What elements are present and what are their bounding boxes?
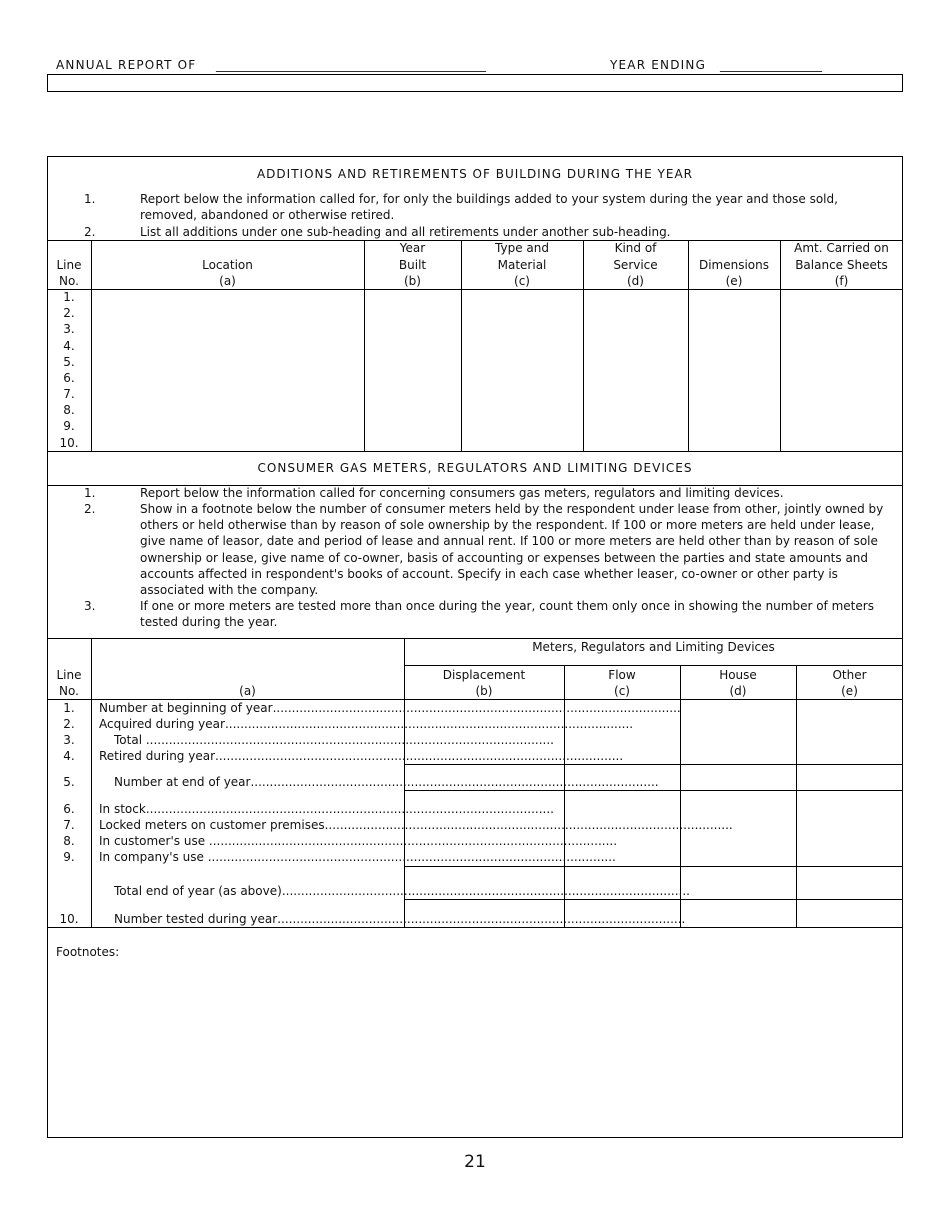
- line-number: 2.: [63, 717, 75, 731]
- dot-leader: ...........................................................................................................: [224, 717, 634, 731]
- row-label: In customer's use: [99, 834, 206, 848]
- dot-leader: ...........................................................................................................: [277, 912, 686, 926]
- meters-instruction-num: 3.: [84, 599, 96, 613]
- buildings-table-bottom-rule: [47, 451, 903, 452]
- col-header-displacement: (b): [475, 684, 493, 698]
- col-header-line: No.: [59, 684, 79, 698]
- buildings-instruction-text: List all additions under one sub-heading and all retirements under another sub-heading.: [140, 225, 671, 239]
- col-header-type-material: (c): [514, 274, 530, 288]
- col-header-amt-carried: Amt. Carried on: [794, 241, 889, 255]
- year-ending-blank: _________________: [720, 58, 822, 72]
- buildings-title: ADDITIONS AND RETIREMENTS OF BUILDING DURING THE YEAR: [256, 167, 694, 181]
- dot-leader: ...........................................................................................................: [272, 701, 681, 715]
- line-number: 4.: [63, 339, 75, 353]
- col-header-location: Location: [202, 258, 253, 272]
- table-row: [99, 716, 634, 732]
- meters-instruction-text: Show in a footnote below the number of consumer meters held by the respondent under lease from other, jointly owned by others or held otherwise than by reason of sole ownership by the respondent. If 100 or more meters are held under lease, give name of leasor, date and period of lease and annual rent. If 100 or more meters are held other than by reason of sole ownership or lease, give name of co-owner, basis of accounting or expenses between the parties and state amounts and accounts affected in respondent's books of account. Specify in each case whether leaser, co-owner or other party is associated with the company.: [140, 502, 884, 598]
- row-label: Number at beginning of year: [99, 701, 273, 715]
- row-label: Retired during year: [99, 749, 216, 763]
- meters-instruction-text: If one or more meters are tested more than once during the year, count them only once in showing the number of meters tested during the year.: [140, 599, 874, 630]
- table-row: [114, 883, 690, 899]
- dot-leader: ...........................................................................................................: [281, 884, 690, 898]
- col-header-other: (e): [841, 684, 858, 698]
- table-row: [114, 732, 554, 748]
- col-header-flow: (c): [614, 684, 630, 698]
- row-label: Total end of year (as above): [114, 884, 282, 898]
- line-number: 2.: [63, 306, 75, 320]
- dot-leader: ...........................................................................................................: [215, 749, 624, 763]
- row-label: Locked meters on customer premises: [99, 818, 325, 832]
- page-number: 21: [464, 1152, 486, 1172]
- table-row: [99, 700, 681, 716]
- dot-leader: ...........................................................................................................: [142, 733, 554, 747]
- col-header-type-material: Type and: [495, 241, 549, 255]
- line-number: 7.: [63, 387, 75, 401]
- line-number: 9.: [63, 850, 75, 864]
- line-number: 3.: [63, 322, 75, 336]
- line-number: 5.: [63, 355, 75, 369]
- column-divider: [91, 638, 92, 927]
- buildings-instruction-text: Report below the information called for, for only the buildings added to your system during the year and those sold, removed, abandoned or otherwise retired.: [140, 192, 838, 223]
- col-header-item: (a): [239, 684, 256, 698]
- column-divider: [796, 665, 797, 927]
- col-header-line: Line: [56, 668, 82, 682]
- row-label: In company's use: [99, 850, 204, 864]
- line-number: 4.: [63, 749, 75, 763]
- dot-leader: ...........................................................................................................: [205, 834, 618, 848]
- col-header-kind-service: Kind of: [614, 241, 657, 255]
- table-row: [99, 849, 616, 865]
- line-number: 1.: [63, 290, 75, 304]
- meters-row-rule: [404, 764, 903, 765]
- meters-row-rule: [404, 866, 903, 867]
- line-number: 10.: [59, 436, 79, 450]
- line-number: 9.: [63, 419, 75, 433]
- line-number: 1.: [63, 701, 75, 715]
- annual-report-label: ANNUAL REPORT OF: [56, 58, 197, 72]
- dot-leader: ...........................................................................................................: [145, 802, 554, 816]
- col-header-location: (a): [219, 274, 236, 288]
- row-label: Number tested during year: [114, 912, 278, 926]
- row-label: Acquired during year: [99, 717, 225, 731]
- col-header-year-built: (b): [404, 274, 421, 288]
- col-header-kind-service: (d): [627, 274, 644, 288]
- meters-title: CONSUMER GAS METERS, REGULATORS AND LIMITING DEVICES: [257, 461, 693, 475]
- line-number: 5.: [63, 775, 75, 789]
- line-number: 6.: [63, 802, 75, 816]
- meters-group-rule: [404, 665, 903, 666]
- col-header-amt-carried: Balance Sheets: [795, 258, 888, 272]
- table-row: [99, 748, 624, 764]
- col-header-dimensions: Dimensions: [698, 258, 770, 272]
- annual-report-blank: _____________________________________________: [216, 58, 486, 72]
- col-header-flow: Flow: [608, 668, 636, 682]
- meters-instruction-num: 1.: [84, 486, 96, 500]
- line-number: 8.: [63, 403, 75, 417]
- header-box: [47, 74, 903, 92]
- row-label: In stock: [99, 802, 146, 816]
- meters-table-bottom-rule: [47, 927, 903, 928]
- col-header-type-material: Material: [497, 258, 547, 272]
- meters-row-rule: [404, 790, 903, 791]
- col-header-kind-service: Service: [613, 258, 658, 272]
- col-header-line: No.: [59, 274, 79, 288]
- buildings-instruction-num: 1.: [84, 192, 96, 206]
- dot-leader: ...........................................................................................................: [324, 818, 733, 832]
- row-label: Total: [114, 733, 143, 747]
- col-header-amt-carried: (f): [834, 274, 849, 288]
- col-header-other: Other: [832, 668, 867, 682]
- line-number: 8.: [63, 834, 75, 848]
- line-number: 7.: [63, 818, 75, 832]
- line-number: 3.: [63, 733, 75, 747]
- buildings-header-rule: [47, 289, 903, 290]
- col-header-house: House: [719, 668, 757, 682]
- line-number: 6.: [63, 371, 75, 385]
- meters-group-header: Meters, Regulators and Limiting Devices: [532, 640, 775, 654]
- footnotes-label: Footnotes:: [56, 945, 120, 959]
- line-number: 10.: [59, 912, 79, 926]
- row-label: Number at end of year: [114, 775, 251, 789]
- col-header-line: Line: [56, 258, 82, 272]
- col-header-dimensions: (e): [725, 274, 743, 288]
- col-header-year-built: Year: [399, 241, 426, 255]
- dot-leader: ...........................................................................................................: [203, 850, 616, 864]
- col-header-year-built: Built: [398, 258, 427, 272]
- col-header-displacement: Displacement: [442, 668, 526, 682]
- table-row: [99, 801, 554, 817]
- year-ending-label: YEAR ENDING: [610, 58, 707, 72]
- table-row: [99, 833, 618, 849]
- table-row: [114, 911, 686, 927]
- meters-instruction-text: Report below the information called for concerning consumers gas meters, regulators and limiting devices.: [140, 486, 784, 500]
- table-row: [99, 817, 733, 833]
- dot-leader: ...........................................................................................................: [250, 775, 659, 789]
- meters-row-rule: [404, 899, 903, 900]
- meters-instruction-num: 2.: [84, 502, 96, 516]
- col-header-house: (d): [729, 684, 747, 698]
- buildings-instruction-num: 2.: [84, 225, 96, 239]
- table-row: [114, 774, 659, 790]
